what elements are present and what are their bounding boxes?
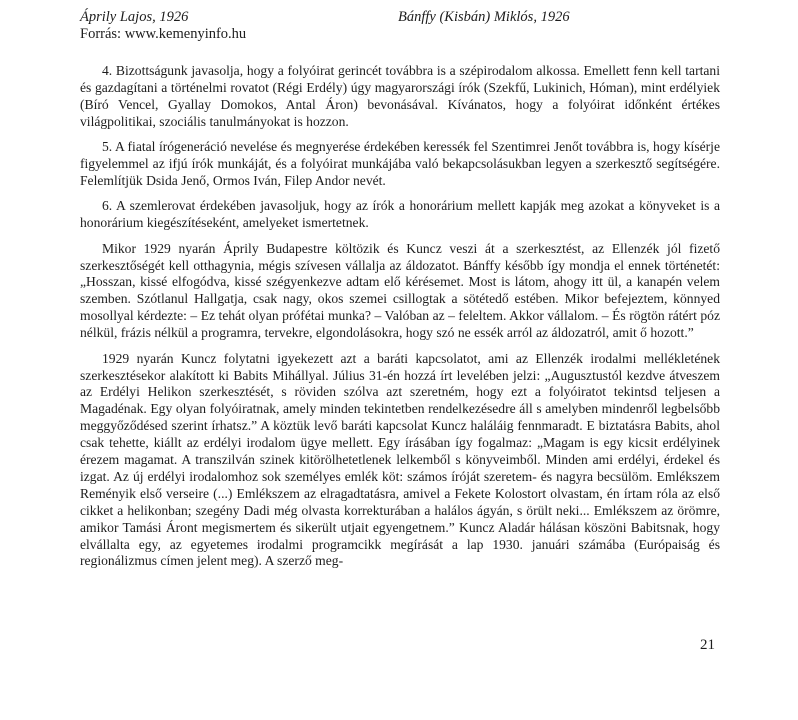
body-text xyxy=(80,63,720,570)
paragraph-point-4: 4. Bizottságunk javasolja, hogy a folyóirat gerincét továbbra is a szépirodalom alkossa. Emellett fenn kell tartani és gazdagítani a történelmi rovatot (Régi Erdély) úgy magyarországi írók (Szekfű, Lukinich, Hóman), mint erdélyiek (Bíró Vencel, Gyallay Domokos, Antal Áron) bevonásával. Kívánatos, hogy a folyóirat időnként értékes világpolitikai, szociális tanulmányokat is hozzon. xyxy=(80,63,720,129)
header-right-caption: Bánffy (Kisbán) Miklós, 1926 xyxy=(398,9,570,25)
header-source: Forrás: www.kemenyinfo.hu xyxy=(80,26,247,42)
page-number: 21 xyxy=(700,637,715,653)
paragraph-kuncz-babits: 1929 nyarán Kuncz folytatni igyekezett azt a baráti kapcsolatot, ami az Ellenzék irodalmi mellékletének szerkesztésekor alakított ki Babits Mihállyal. Július 31-én hozzá írt levelében jelzi: „Augusztustól kezdve átveszem az Erdélyi Helikon szerkesztését, s röviden szólva azt szeretném, hogy ezt a folyóiratot tekintsd teljesen a Magadénak. Egy olyan folyóiratnak, amely minden tekintetben rendelkezésedre áll s amelyben mindenről legbelsőbb meggyőződésed szerint írhatsz.” A köztük levő baráti kapcsolat Kuncz haláláig fennmaradt. E biztatásra Babits, ahol csak tehette, kiállt az erdélyi irodalom ügye mellett. Egy írásában így fogalmaz: „Magam is egy kicsit erdélyinek érezem magamat. A transzilván szinek kitörölhetetlenek lelkemből s könyveimből. Minden ami erdélyi, érdekel és izgat. Az új erdélyi irodalomhoz sok személyes emlék köt: számos íróját szeretem- és nagyra becsülöm. Emlékszem Reményik első verseire (...) Emlékszem az elragadtatásra, amivel a Fekete Kolostort olvastam, én írtam róla az első cikket a helikonban; szegény Dadi még olvasta korrekturában a halálos ágyán, s örült neki... Emlékszem az örömre, amikor Tamási Áront megismertem és sikerült utjait egyengetnem.” Kuncz Aladár hálásan köszöni Babitsnak, hogy elvállalta egy, az egyetemes irodalmi programcikk megírását a lap 1930. januári számába (Európaiság és regionálizmus címen jelent meg). A szerző meg- xyxy=(80,350,720,569)
paragraph-banffy-recollection: Mikor 1929 nyarán Áprily Budapestre költözik és Kuncz veszi át a szerkesztést, az Ellenzék jól fizető szerkesztőségét kell otthagynia, mégis szívesen vállalja az áldozatot. Bánffy később így mondja el ennek történetét: „Hosszan, kissé elfogódva, kissé szégyenkezve adtam elő kérésemet. Most is látom, ahogy itt ül, a kanapén velem szemben. Szótlanul Hallgatja, csak nagy, okos szemei csillogtak a sötétedő estében. Mikor befejeztem, könnyed mosollyal kérdezte: – Ez tehát olyan prófétai munka? – Valóban az – feleltem. Akkor vállalom. – És rögtön rátért póz nélkül, frázis nélkül a programra, tervekre, elgondolásokra, hogy szó ne essék arról az áldozatról, amit ő hozott.” xyxy=(80,240,720,341)
header-left-caption: Áprily Lajos, 1926 xyxy=(80,9,189,25)
paragraph-point-6: 6. A szemlerovat érdekében javasoljuk, hogy az írók a honorárium mellett kapják meg azokat a könyveket is a honorárium kiegészítéseként, amelyeket ismertetnek. xyxy=(80,198,720,231)
paragraph-point-5: 5. A fiatal írógeneráció nevelése és megnyerése érdekében keressék fel Szentimrei Jenőt továbbra is, hogy kísérje figyelemmel az ifjú írók munkáját, és a folyóirat munkájába való bekapcsolásukban legyen a szerkesztő segítségére. Felemlítjük Dsida Jenő, Ormos Iván, Filep Andor nevét. xyxy=(80,139,720,188)
